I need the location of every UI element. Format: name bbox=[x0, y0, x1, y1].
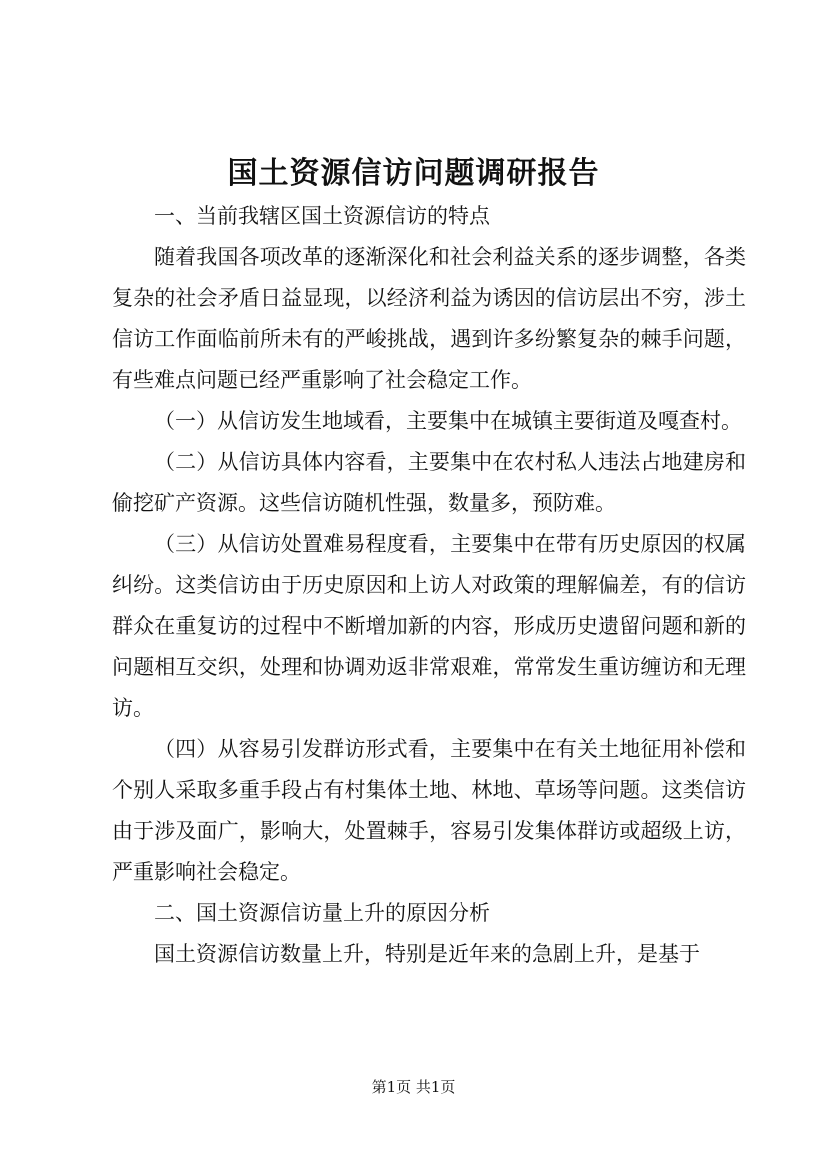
body-paragraph: （二）从信访具体内容看，主要集中在农村私人违法占地建房和偷挖矿产资源。这些信访随机性强，数量多，预防难。 bbox=[112, 450, 746, 515]
document-title: 国土资源信访问题调研报告 bbox=[227, 156, 600, 191]
body-paragraph: （四）从容易引发群访形式看，主要集中在有关土地征用补偿和个别人采取多重手段占有村集体土地、林地、草场等问题。这类信访由于涉及面广，影响大，处置棘手，容易引发集体群访或超级上访，严重影响社会稳定。 bbox=[112, 737, 746, 884]
document-body bbox=[112, 196, 746, 975]
body-paragraph: 随着我国各项改革的逐渐深化和社会利益关系的逐步调整，各类复杂的社会矛盾日益显现，以经济利益为诱因的信访层出不穷，涉土信访工作面临前所未有的严峻挑战，遇到许多纷繁复杂的棘手问题，有些难点问题已经严重影响了社会稳定工作。 bbox=[112, 245, 746, 392]
section-heading-1: 一、当前我辖区国土资源信访的特点 bbox=[154, 204, 490, 228]
body-paragraph: （三）从信访处置难易程度看，主要集中在带有历史原因的权属纠纷。这类信访由于历史原因和上访人对政策的理解偏差，有的信访群众在重复访的过程中不断增加新的内容，形成历史遗留问题和新的问题相互交织，处理和协调劝返非常艰难，常常发生重访缠访和无理访。 bbox=[112, 532, 746, 720]
page-footer: 第1页 共1页 bbox=[371, 1078, 456, 1096]
section-heading-2: 二、国土资源信访量上升的原因分析 bbox=[154, 901, 490, 925]
body-paragraph: （一）从信访发生地域看，主要集中在城镇主要街道及嘎查村。 bbox=[154, 409, 742, 433]
body-paragraph: 国土资源信访数量上升，特别是近年来的急剧上升，是基于 bbox=[154, 942, 700, 966]
